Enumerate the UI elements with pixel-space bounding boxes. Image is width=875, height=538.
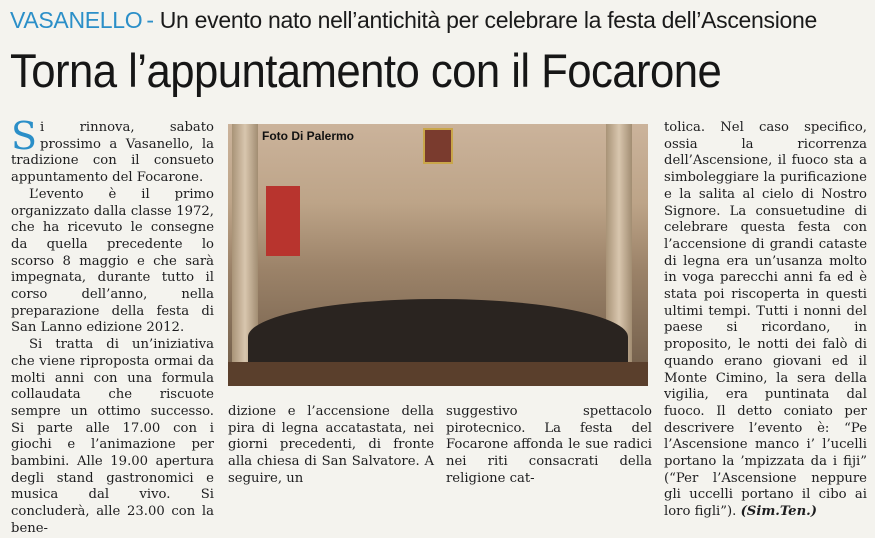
article-column-2	[228, 404, 434, 488]
drop-cap: S	[11, 114, 38, 158]
kicker-line	[10, 5, 870, 35]
author-signature: (Sim.Ten.)	[740, 504, 817, 520]
kicker-separator: -	[146, 7, 154, 33]
event-photo	[228, 124, 648, 386]
location-label: VASANELLO	[10, 7, 143, 33]
article-paragraph: suggestivo spettacolo pirotecnico. La festa del Focarone affonda le sue radici nei riti consacrati della religione cat-	[446, 404, 652, 486]
article-column-1	[11, 114, 214, 538]
paragraph-text: tolica. Nel caso specifico, ossia la ricorrenza dell’Ascensione, il fuoco sta a simboleggiare la purificazione e la salita al cielo di Nostro Signore. La consuetudine di celebrare questa festa con l’accensione di grandi cataste di legna era un’usanza molto in voga parecchi anni fa ed è stata poi riscoperta in questi ultimi tempi. Tutti i nonni del paese si ricordano, in proposito, le notti dei falò di quando erano giovani ed il Monte Cimino, la sera della vigilia, era puntinata dal fuoco. Il detto coniato per descrivere l’evento è: “Pe l’Ascensione manco i’ l’ucelli portano la ’mpizzata da i fiji” (“Per l’Ascensione neppure gli uccelli portano il cibo ai loro figli”).	[664, 120, 867, 520]
kicker-subtitle: Un evento nato nell’antichità per celebrare la festa dell’Ascensione	[159, 7, 817, 33]
article-paragraph-1	[11, 114, 214, 187]
photo-credit: Foto Di Palermo	[262, 129, 355, 143]
paragraph-text: i rinnova, sabato prossimo a Vasanello, la tradizione con il consueto appuntamento del Focarone.	[11, 120, 214, 186]
article-paragraph	[664, 120, 867, 521]
altar-painting	[423, 128, 453, 164]
red-banner	[266, 186, 300, 256]
article-paragraph-2: L’evento è il primo organizzato dalla classe 1972, che ha ricevuto le consegne da quella precedente lo scorso 8 maggio e che sarà impegnata, durante tutto il corso dell’anno, nella preparazione della festa di San Lanno edizione 2012.	[11, 186, 214, 336]
article-paragraph-3: Si tratta di un’iniziativa che viene riproposta ormai da molti anni con una formula collaudata che riscuote sempre un ottimo successo. Si parte alle 17.00 con i giochi e l’animazione per bambini. Alle 19.00 apertura degli stand gastronomici e musica dal vivo. Si concluderà, alle 23.00 con la bene-	[11, 337, 214, 536]
article-column-3	[446, 404, 652, 488]
article-column-4	[664, 120, 867, 521]
church-floor	[228, 362, 648, 386]
article-paragraph: dizione e l’accensione della pira di legna accatastata, nei giorni precedenti, di fronte alla chiesa di San Salvatore. A seguire, un	[228, 404, 434, 486]
headline: Torna l’appuntamento con il Focarone	[10, 44, 722, 97]
